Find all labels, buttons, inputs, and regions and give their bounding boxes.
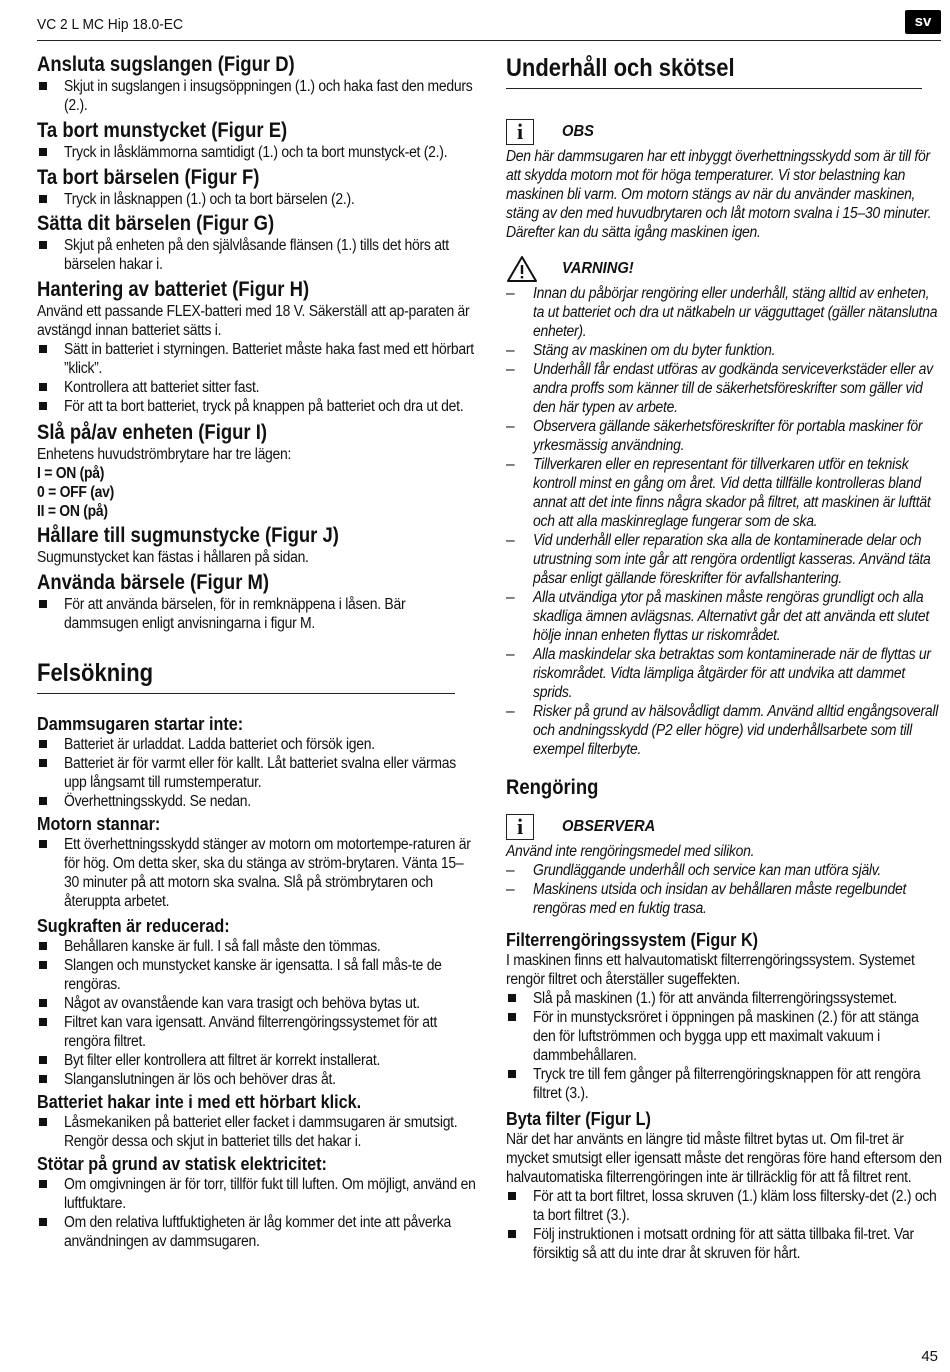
list-item: Slanganslutningen är lös och behöver dras åt. [37,1070,477,1089]
model-name: VC 2 L MC Hip 18.0-EC [37,16,183,33]
bullet-list [37,735,477,811]
bullet-list [37,1175,477,1251]
bullet-list [37,595,477,633]
subsection-title: Dammsugaren startar inte: [37,714,244,734]
bullet-list [37,1113,477,1151]
list-item: Batteriet är urladdat. Ladda batteriet och försök igen. [37,735,477,754]
bullet-list [37,143,477,162]
subsection-title: Stötar på grund av statisk elektricitet: [37,1154,327,1174]
note-header [506,117,944,147]
list-item: För att ta bort filtret, lossa skruven (1.) kläm loss filtersky-det (2.) och ta bort filtret (3.). [506,1187,944,1225]
list-item: För in munstycksröret i öppningen på maskinen (2.) för att stänga den för luftströmmen och bygga upp ett maximalt vakuum i dammbehållaren. [506,1008,944,1065]
list-item: Tryck tre till fem gånger på filterrengöringsknappen för att rengöra filtret (3.). [506,1065,944,1103]
list-item: – Grundläggande underhåll och service kan man utföra själv. [506,861,944,880]
list-item: – Underhåll får endast utföras av godkända serviceverkstäder eller av andra proffs som känner till de säkerhetsföreskrifter som gäller vid den här typen av arbete. [506,360,944,417]
page-number: 45 [921,1348,938,1365]
list-item: – Vid underhåll eller reparation ska alla de kontaminerade delar och utrustning som inte går att rengöra ordentligt kasseras. Använd täta påsar enligt gällande föreskrifter för avfallshantering. [506,531,944,588]
section-title: Hållare till sugmunstycke (Figur J) [37,524,339,547]
subsection-title: Byta filter (Figur L) [506,1109,651,1129]
list-item: Behållaren kanske är full. I så fall måste den tömmas. [37,937,477,956]
paragraph: Sugmunstycket kan fästas i hållaren på sidan. [37,549,309,566]
subsection-title: Batteriet hakar inte i med ett hörbart klick. [37,1092,362,1112]
section-title: Hantering av batteriet (Figur H) [37,278,310,301]
warning-icon [506,255,538,283]
section-title: Rengöring [506,776,599,799]
list-item: Låsmekaniken på batteriet eller facket i dammsugaren är smutsigt. Rengör dessa och skjut in batteriet tills det hakar i. [37,1113,477,1151]
section-title: Ansluta sugslangen (Figur D) [37,53,295,76]
warning-header [506,254,944,284]
bullet-list [37,77,477,115]
list-item: – Tillverkaren eller en representant för tillverkaren utför en teknisk kontroll minst en gång om året. Vid detta tillfälle kontrolleras bland annat att det inte finns några skador på filtret, att maskinen är lufttät och att alla maskinreglage fungerar som de ska. [506,455,944,531]
list-item: Om omgivningen är för torr, tillför fukt till luften. Om möjligt, använd en luftfuktare. [37,1175,477,1213]
paragraph: Enhetens huvudströmbrytare har tre lägen: [37,446,292,463]
list-item: – Alla maskindelar ska betraktas som kontaminerade när de flyttas ur riskområdet. Vidta lämpliga åtgärder för att undvika att dammet sprids. [506,645,944,702]
list-item: Skjut in sugslangen i insugsöppningen (1.) och haka fast den medurs (2.). [37,77,477,115]
bullet-list [506,1187,944,1263]
subsection-title: Sugkraften är reducerad: [37,916,230,936]
list-item: Byt filter eller kontrollera att filtret är korrekt installerat. [37,1051,477,1070]
page-header [37,12,941,41]
switch-mode: II = ON (på) [37,503,108,520]
bullet-list [37,340,477,416]
divider [37,693,455,694]
list-item: – Observera gällande säkerhetsföreskrifter för portabla maskiner för yrkesmässig användning. [506,417,944,455]
paragraph: Använd ett passande FLEX-batteri med 18 V. Säkerställ att ap-paraten är avstängd innan batteriet sätts i. [37,303,470,339]
bullet-list [37,937,477,1089]
section-title: Slå på/av enheten (Figur I) [37,421,268,444]
note-text: Den här dammsugaren har ett inbyggt överhettningsskydd som är till för att skydda motorn mot för höga temperaturer. Vi stor belastning kan maskinen bli varm. Om motorn stängs av när du använder maskinen, stäng av den med huvudbrytaren och låt motorn svalna i 15–30 minuter. Därefter kan du sätta igång maskinen igen. [506,148,932,241]
list-item: För att använda bärselen, för in remknäppena i låsen. Bär dammsugen enligt anvisningarna i figur M. [37,595,477,633]
list-item: Något av ovanstående kan vara trasigt och behöva bytas ut. [37,994,477,1013]
list-item: – Alla utvändiga ytor på maskinen måste rengöras grundligt och alla skadliga ämnen avlägsnas. Alternativt går det att använda ett slutet hölje innan enheten flyttas ur riskområdet. [506,588,944,645]
switch-mode: 0 = OFF (av) [37,484,115,501]
section-title: Sätta dit bärselen (Figur G) [37,212,275,235]
divider [506,88,922,89]
list-item: Om den relativa luftfuktigheten är låg kommer det inte att påverka användningen av dammsugaren. [37,1213,477,1251]
bullet-list [37,236,477,274]
paragraph: I maskinen finns ett halvautomatiskt filterrengöringssystem. Systemet rengör filtret och återställer sugeffekten. [506,952,915,988]
right-column [506,52,944,1263]
note-title: OBS [562,123,594,140]
note-header [506,812,944,842]
list-item: Följ instruktionen i motsatt ordning för att sätta tillbaka fil-tret. Var försiktig så att du inte drar åt skruven för hårt. [506,1225,944,1263]
list-item: Tryck in låsknappen (1.) och ta bort bärselen (2.). [37,190,477,209]
list-item: – Maskinens utsida och insidan av behållaren måste regelbundet rengöras med en fuktig trasa. [506,880,944,918]
list-item: Tryck in låsklämmorna samtidigt (1.) och ta bort munstyck-et (2.). [37,143,477,162]
list-item: – Innan du påbörjar rengöring eller underhåll, stäng alltid av enheten, ta ut batteriet och dra ut nätkabeln ur vägguttaget (gäller nätanslutna enheter). [506,284,944,341]
section-title: Ta bort bärselen (Figur F) [37,166,260,189]
section-title: Ta bort munstycket (Figur E) [37,119,288,142]
list-item: Överhettningsskydd. Se nedan. [37,792,477,811]
note-title: OBSERVERA [562,818,656,835]
chapter-title: Felsökning [37,659,154,687]
warning-list [506,284,944,759]
list-item: Filtret kan vara igensatt. Använd filterrengöringssystemet för att rengöra filtret. [37,1013,477,1051]
list-item: – Risker på grund av hälsovådligt damm. Använd alltid engångsoverall och andningsskydd (P2 eller högre) vid underhållsarbete som till exempel filterbyte. [506,702,944,759]
list-item: – Stäng av maskinen om du byter funktion. [506,341,944,360]
dash-list [506,861,944,918]
section-title: Använda bärsele (Figur M) [37,571,270,594]
note-text: Använd inte rengöringsmedel med silikon. [506,843,755,860]
bullet-list [37,835,477,911]
list-item: Sätt in batteriet i styrningen. Batteriet måste haka fast med ett hörbart ”klick”. [37,340,477,378]
bullet-list [37,190,477,209]
list-item: För att ta bort batteriet, tryck på knappen på batteriet och dra ut det. [37,397,477,416]
warning-title: VARNING! [562,260,634,277]
left-column [37,52,477,1251]
list-item: Slangen och munstycket kanske är igensatta. I så fall mås-te de rengöras. [37,956,477,994]
switch-mode: I = ON (på) [37,465,105,482]
subsection-title: Motorn stannar: [37,814,161,834]
info-icon: i [506,814,534,840]
language-badge: sv [905,10,941,34]
list-item: Ett överhettningsskydd stänger av motorn om motortempe-raturen är för hög. Om detta sker, ska du stänga av ström-brytaren. Vänta 15–30 minuter på att motorn ska svalna. Slå på strömbrytaren och återuppta arbetet. [37,835,477,911]
list-item: Slå på maskinen (1.) för att använda filterrengöringssystemet. [506,989,944,1008]
paragraph: När det har använts en längre tid måste filtret bytas ut. Om fil-tret är mycket smutsigt eller igensatt måste det rengöras före hand eftersom den halvautomatiska filterrengöringen inte är tillräcklig för att få filtret rent. [506,1131,942,1186]
list-item: Skjut på enheten på den självlåsande flänsen (1.) tills det hörs att bärselen hakar i. [37,236,477,274]
info-icon: i [506,119,534,145]
subsection-title: Filterrengöringssystem (Figur K) [506,930,759,950]
bullet-list [506,989,944,1103]
chapter-title: Underhåll och skötsel [506,54,735,82]
list-item: Batteriet är för varmt eller för kallt. Låt batteriet svalna eller värmas upp långsamt till rumstemperatur. [37,754,477,792]
list-item: Kontrollera att batteriet sitter fast. [37,378,477,397]
